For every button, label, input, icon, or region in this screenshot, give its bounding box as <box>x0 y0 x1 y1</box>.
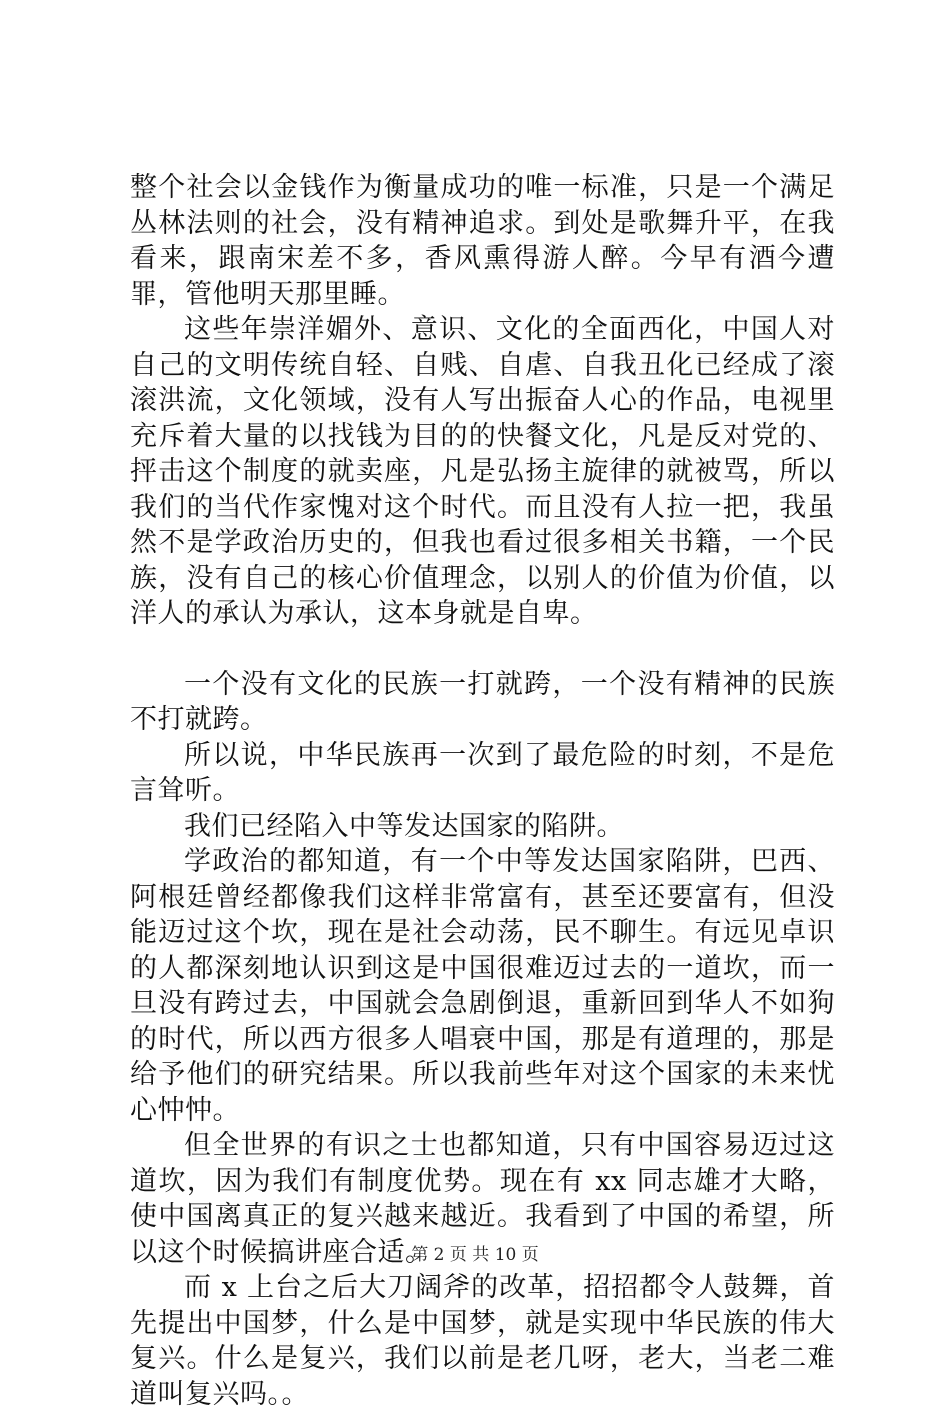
paragraph-3: 一个没有文化的民族一打就跨，一个没有精神的民族不打就跨。 <box>130 668 835 735</box>
paragraph-4: 所以说，中华民族再一次到了最危险的时刻，不是危言耸听。 <box>130 739 835 806</box>
paragraph-6: 学政治的都知道，有一个中等发达国家陷阱，巴西、阿根廷曾经都像我们这样非常富有，甚至还要富有，但没能迈过这个坎，现在是社会动荡，民不聊生。有远见卓识的人都深刻地认识到这是中国很难迈过去的一道坎，而一旦没有跨过去，中国就会急剧倒退，重新回到华人不如狗的时代，所以西方很多人唱衰中国，那是有道理的，那是给予他们的研究结果。所以我前些年对这个国家的未来忧心忡忡。 <box>130 846 835 1126</box>
paragraph-2: 这些年崇洋媚外、意识、文化的全面西化，中国人对自己的文明传统自轻、自贱、自虐、自我丑化已经成了滚滚洪流，文化领域，没有人写出振奋人心的作品，电视里充斥着大量的以找钱为目的的快餐文化，凡是反对党的、抨击这个制度的就卖座，凡是弘扬主旋律的就被骂，所以我们的当代作家愧对这个时代。而且没有人拉一把，我虽然不是学政治历史的，但我也看过很多相关书籍，一个民族，没有自己的核心价值理念，以别人的价值为价值，以洋人的承认为承认，这本身就是自卑。 <box>130 314 835 629</box>
paragraph-5: 我们已经陷入中等发达国家的陷阱。 <box>184 810 624 842</box>
document-body <box>130 170 835 1412</box>
paragraph-7: 但全世界的有识之士也都知道，只有中国容易迈过这道坎，因为我们有制度优势。现在有 xx 同志雄才大略，使中国离真正的复兴越来越近。我看到了中国的希望，所以这个时候搞讲座合适。 <box>130 1130 835 1268</box>
paragraph-gap <box>130 632 835 667</box>
page-number-footer: 第 2 页 共 10 页 <box>411 1245 539 1265</box>
paragraph-1: 整个社会以金钱作为衡量成功的唯一标准，只是一个满足丛林法则的社会，没有精神追求。到处是歌舞升平，在我看来，跟南宋差不多，香风熏得游人醉。今早有酒今遭罪，管他明天那里睡。 <box>130 172 835 310</box>
paragraph-8: 而 x 上台之后大刀阔斧的改革，招招都令人鼓舞，首先提出中国梦，什么是中国梦，就是实现中华民族的伟大复兴。什么是复兴，我们以前是老几呀，老大，当老二难道叫复兴吗。。 <box>130 1272 835 1410</box>
